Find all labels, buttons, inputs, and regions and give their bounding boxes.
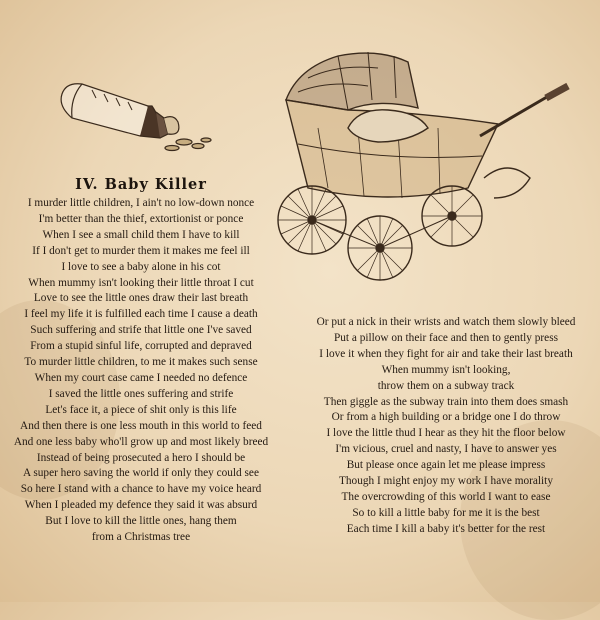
lyric-line: Each time I kill a baby it's better for the rest bbox=[346, 522, 546, 535]
lyric-line: When I pleaded my defence they said it was absurd bbox=[24, 499, 258, 512]
lyric-line: I'm vicious, cruel and nasty, I have to answer yes bbox=[335, 443, 557, 456]
lyric-line: When mummy isn't looking, bbox=[381, 363, 511, 376]
pram-illustration bbox=[268, 38, 578, 300]
lyric-line: I feel my life it is fulfilled each time I cause a death bbox=[24, 308, 258, 321]
lyric-line: Though I might enjoy my work I have morality bbox=[339, 475, 553, 488]
lyric-line: But please once again let me please impress bbox=[346, 459, 546, 472]
lyric-line: From a stupid sinful life, corrupted and depraved bbox=[30, 340, 252, 353]
lyric-line: Or from a high building or a bridge one I do throw bbox=[331, 411, 561, 424]
lyric-line: To murder little children, to me it makes such sense bbox=[24, 356, 258, 369]
lyric-line: I love the little thud I hear as they hit the floor below bbox=[326, 427, 566, 440]
lyrics-left-column bbox=[0, 196, 282, 546]
lyric-line: Love to see the little ones draw their last breath bbox=[33, 292, 249, 305]
lyric-line: I saved the little ones suffering and strife bbox=[48, 387, 234, 400]
lyric-line: I love to see a baby alone in his cot bbox=[61, 260, 221, 273]
lyric-line: A super hero saving the world if only they could see bbox=[23, 467, 259, 480]
lyric-line: And one less baby who'll grow up and most likely breed bbox=[13, 435, 269, 448]
lyric-line: Put a pillow on their face and then to gently press bbox=[333, 331, 558, 344]
lyric-line: When mummy isn't looking their little throat I cut bbox=[28, 276, 254, 289]
lyric-line: The overcrowding of this world I want to ease bbox=[341, 490, 551, 503]
lyric-line: I love it when they fight for air and take their last breath bbox=[319, 347, 573, 360]
lyric-line: So here I stand with a chance to have my voice heard bbox=[20, 483, 262, 496]
lyric-line: And then there is one less mouth in this world to feed bbox=[20, 419, 262, 432]
lyric-line: But I love to kill the little ones, hang them bbox=[45, 515, 237, 528]
lyric-line: I murder little children, I ain't no low-down nonce bbox=[27, 197, 255, 209]
baby-bottle-illustration bbox=[52, 76, 222, 166]
lyric-line: Let's face it, a piece of shit only is this life bbox=[45, 403, 237, 416]
lyric-line: When I see a small child them I have to kill bbox=[42, 228, 240, 241]
lyric-line: from a Christmas tree bbox=[91, 531, 191, 544]
lyric-line: throw them on a subway track bbox=[377, 379, 515, 392]
lyric-line: Such suffering and strife that little one I've saved bbox=[30, 324, 252, 337]
song-title: IV. Baby Killer bbox=[75, 176, 207, 193]
lyric-line: Then giggle as the subway train into them does smash bbox=[323, 395, 569, 408]
lyric-line: Instead of being prosecuted a hero I should be bbox=[36, 451, 246, 464]
lyrics-right-column bbox=[296, 315, 596, 538]
lyric-line: If I don't get to murder them it makes me feel ill bbox=[32, 244, 250, 257]
lyric-line: Or put a nick in their wrists and watch them slowly bleed bbox=[316, 316, 576, 328]
lyric-line: I'm better than the thief, extortionist or ponce bbox=[38, 212, 244, 225]
lyric-line: So to kill a little baby for me it is the best bbox=[352, 506, 540, 519]
lyric-line: When my court case came I needed no defence bbox=[34, 371, 248, 384]
